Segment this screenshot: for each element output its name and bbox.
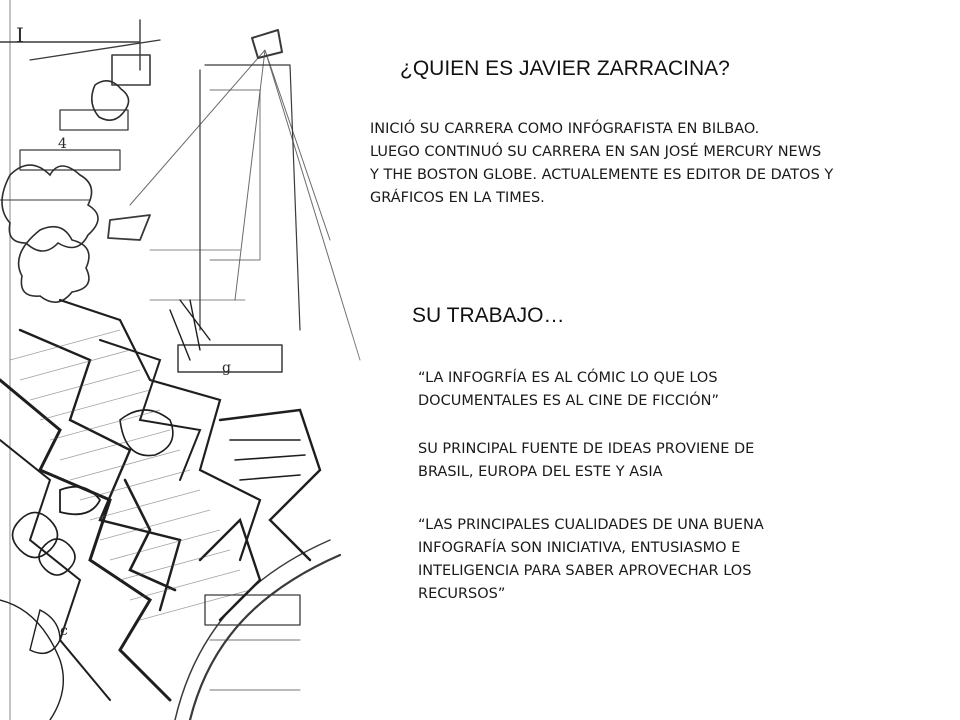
ideas-paragraph xyxy=(418,438,754,484)
bio-line: Y THE BOSTON GLOBE. ACTUALEMENTE ES EDITOR DE DATOS Y xyxy=(370,167,834,183)
bio-line: LUEGO CONTINUÓ SU CARRERA EN SAN JOSÉ MERCURY NEWS xyxy=(370,144,822,160)
section-heading: SU TRABAJO… xyxy=(412,304,565,327)
bio-line: INICIÓ SU CARRERA COMO INFÓGRAFISTA EN BILBAO. xyxy=(370,121,760,137)
quote-line: “LA INFOGRFÍA ES AL CÓMIC LO QUE LOS xyxy=(418,370,718,386)
quote-infografia xyxy=(418,367,719,413)
quote-line: DOCUMENTALES ES AL CINE DE FICCIÓN” xyxy=(418,393,719,409)
bio-paragraph xyxy=(370,118,833,210)
page-title: ¿QUIEN ES JAVIER ZARRACINA? xyxy=(400,57,730,80)
ideas-line: SU PRINCIPAL FUENTE DE IDEAS PROVIENE DE xyxy=(418,441,755,457)
ideas-line: BRASIL, EUROPA DEL ESTE Y ASIA xyxy=(418,464,663,480)
quote-line: INFOGRAFÍA SON INICIATIVA, ENTUSIASMO E xyxy=(418,540,741,556)
bio-line: GRÁFICOS EN LA TIMES. xyxy=(370,190,545,206)
quote-line: INTELIGENCIA PARA SABER APROVECHAR LOS xyxy=(418,563,752,579)
quote-line: “LAS PRINCIPALES CUALIDADES DE UNA BUENA xyxy=(418,517,764,533)
pencil-sketch-illustration xyxy=(0,0,470,720)
quote-line: RECURSOS” xyxy=(418,586,506,602)
quote-cualidades xyxy=(418,514,764,606)
